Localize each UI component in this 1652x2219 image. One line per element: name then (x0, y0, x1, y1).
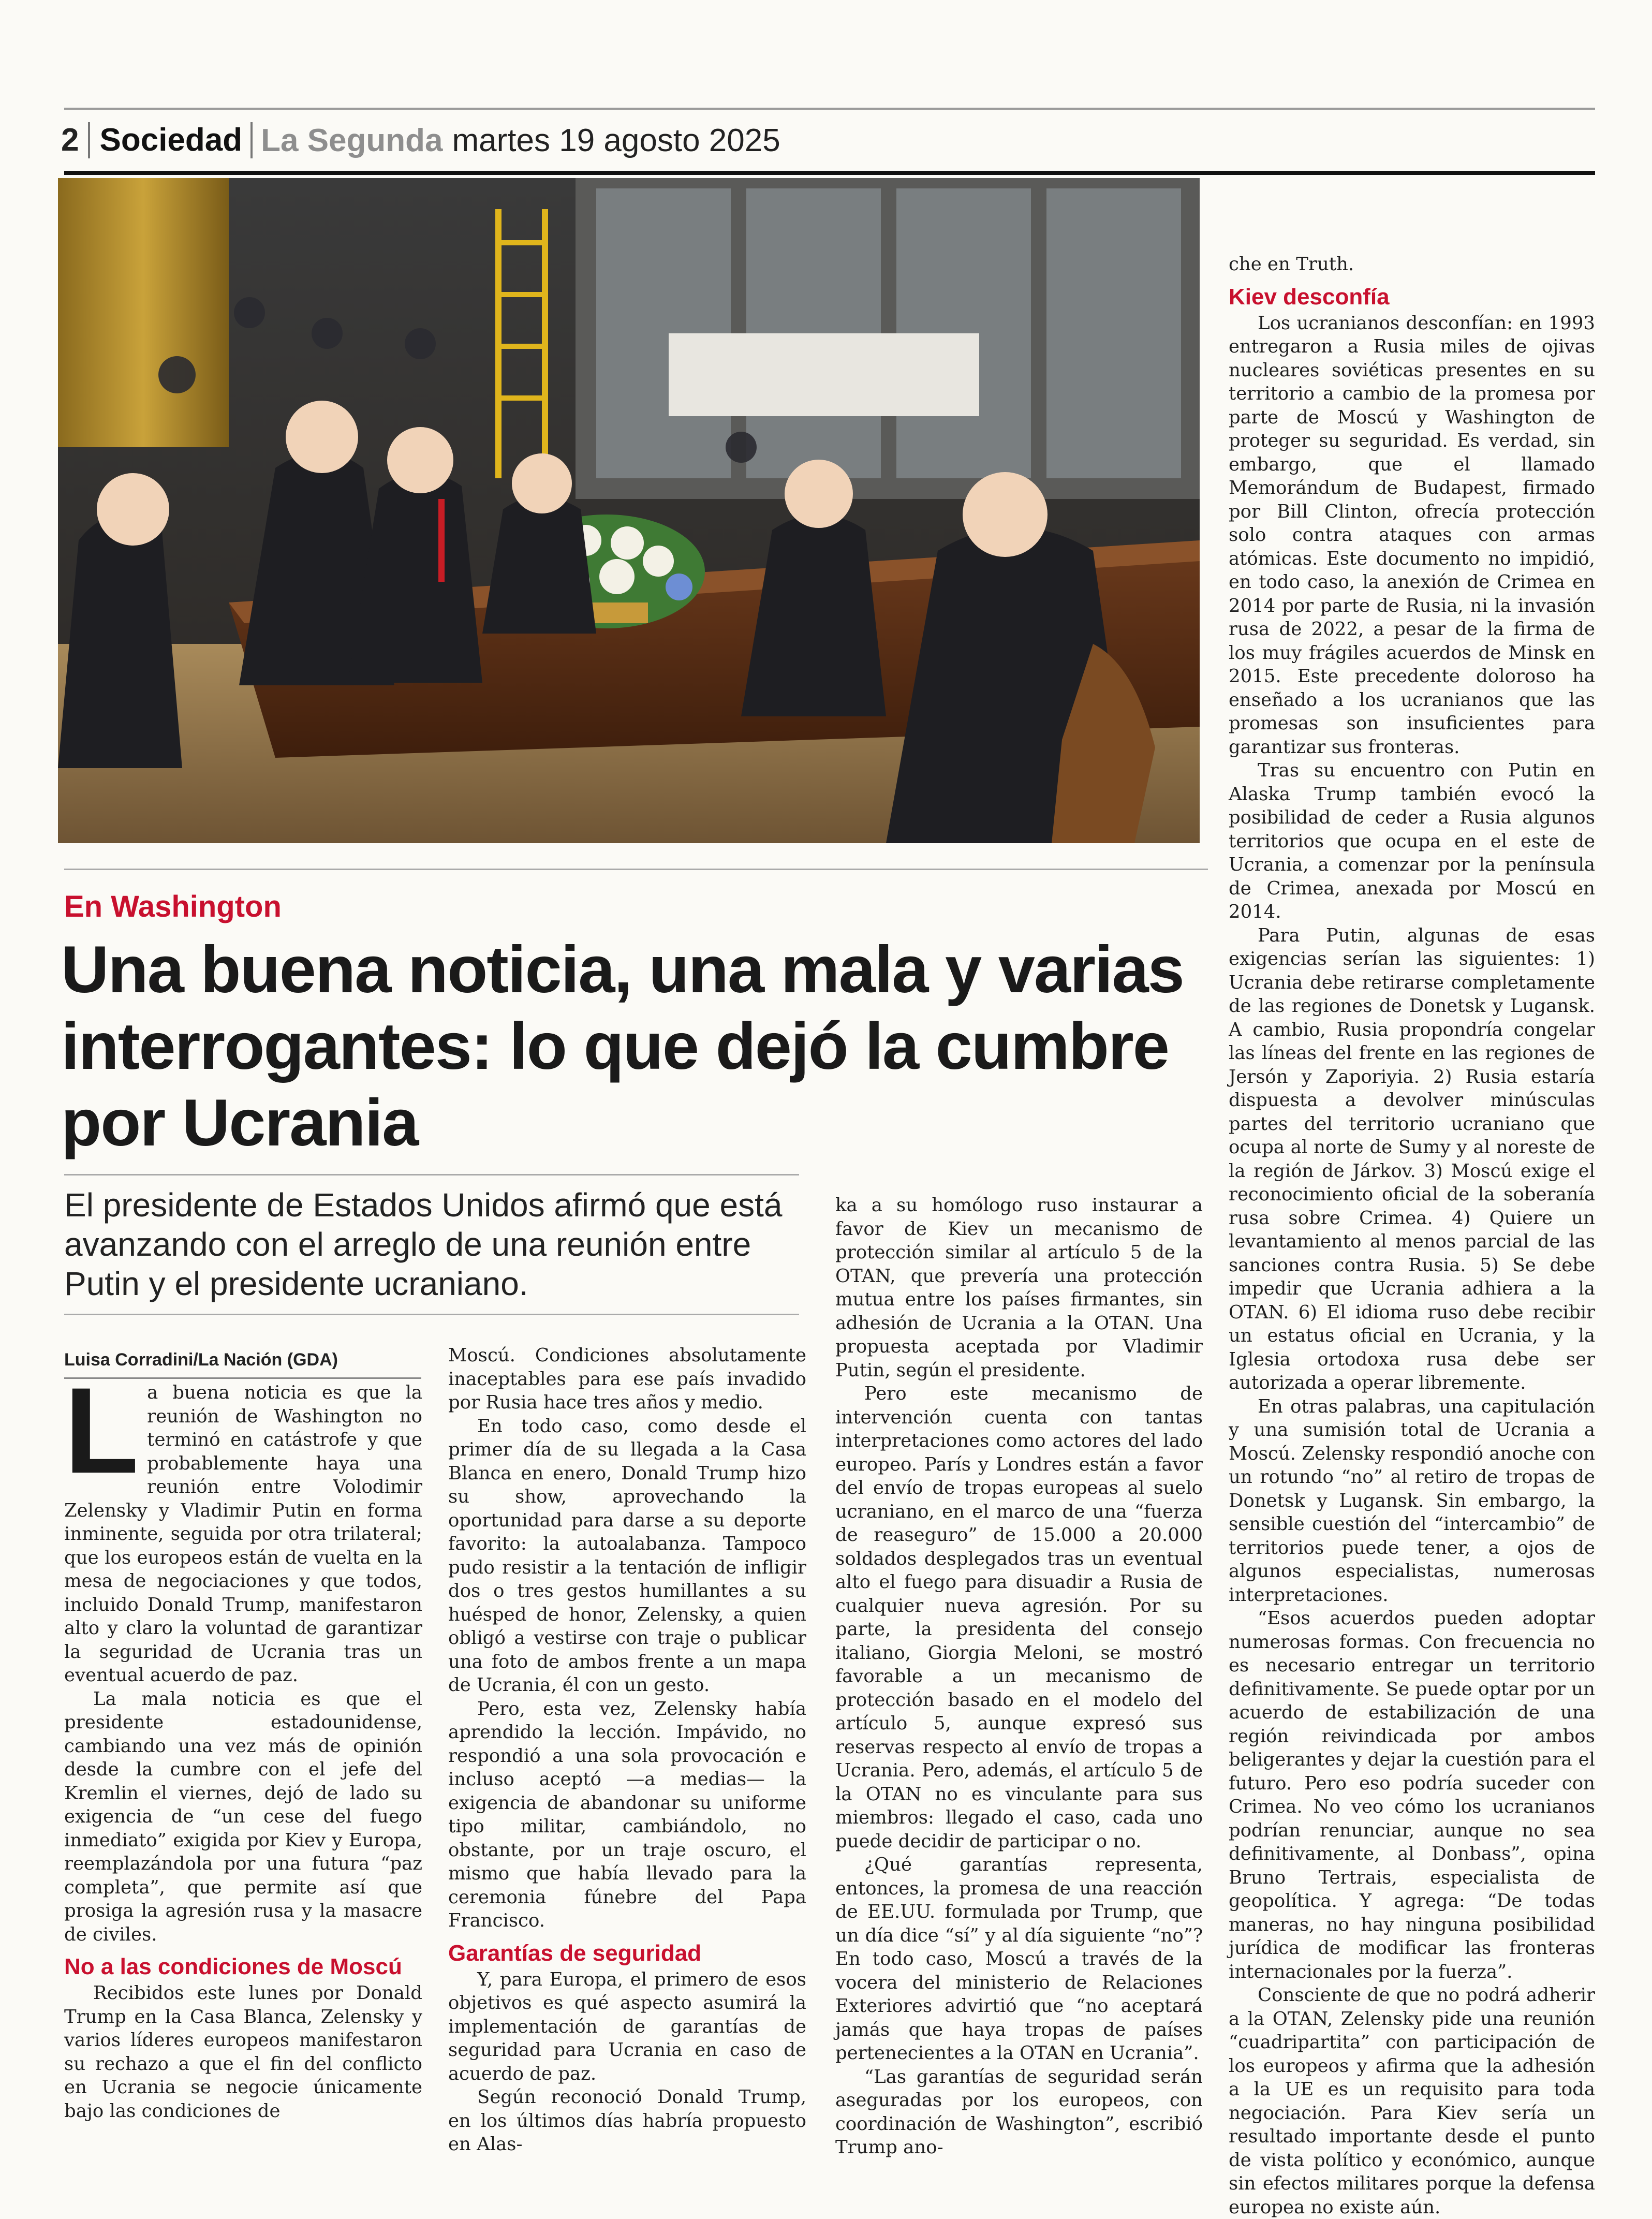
article-column-2 (448, 1344, 806, 2156)
column-paragraph: Consciente de que no podrá adherir a la OTAN, Zelensky pide una reunión “cuadripartita” con participación de los europeos y afirma que la adhesión a la UE es un requisito para toda negociación. Para Kiev sería un resultado importante desde el punto de vista político y económico, aunque sin efectos militares porque la defensa europea no existe aún. (1229, 1985, 1595, 2218)
article-headline: Una buena noticia, una mala y varias interrogantes: lo que dejó la cumbre por Ucrania (61, 933, 1184, 1160)
column-paragraph: Pero, esta vez, Zelensky había aprendido la lección. Impávido, no respondió a una sola provocación e incluso aceptó —a medias— la exigencia de abandonar su uniforme tipo militar, cambiándolo, no obstante, por un traje oscuro, el mismo que había llevado para la ceremonia fúnebre del Papa Francisco. (448, 1698, 806, 1931)
section-name: Sociedad (90, 122, 253, 158)
column-paragraph: “Las garantías de seguridad serán aseguradas por los europeos, con coordinación de Washington”, escribió Trump ano- (835, 2066, 1203, 2158)
column-paragraph: che en Truth. (1229, 254, 1354, 275)
article-column-4 (1229, 253, 1595, 2219)
column-paragraph: Pero este mecanismo de intervención cuenta con tantas interpretaciones como actores del lado europeo. París y Londres están a favor del envío de tropas europeas al suelo ucraniano, en el marco de una “fuerza de reaseguro” de 15.000 a 20.000 soldados desplegados tras un eventual alto el fuego para disuadir a Rusia de cualquier nueva agresión. Por su parte, la presidenta del consejo italiano, Giorgia Meloni, se mostró favorable a un mecanismo de protección basado en el modelo del artículo 5, aunque expresó sus reservas respecto al envío de tropas a Ucrania. Pero, además, el artículo 5 de la OTAN no es vinculante para sus miembros: llegado el caso, cada uno puede decidir de participar o no. (835, 1383, 1203, 1852)
masthead (61, 110, 1595, 171)
column-paragraph: Según reconoció Donald Trump, en los últimos días habría propuesto en Alas- (448, 2086, 806, 2155)
summit-photo (58, 178, 1200, 843)
column-paragraph: Recibidos este lunes por Donald Trump en la Casa Blanca, Zelensky y varios líderes europeos manifestaron su rechazo a que el fin del conflicto en Ucrania se negocie únicamente bajo las condiciones de (64, 1982, 422, 2122)
column-paragraph: ¿Qué garantías representa, entonces, la promesa de una reacción de EE.UU. formulada por Trump, que un día dice “sí” y al día siguiente “no”? En todo caso, Moscú a través de la vocera del ministerio de Relaciones Exteriores advirtió que “no aceptará jamás que haya tropas de países pertenecientes a la OTAN en Ucrania”. (835, 1854, 1203, 2064)
column-paragraph: Y, para Europa, el primero de esos objetivos es qué aspecto asumirá la implementación de garantías de seguridad para Ucrania en caso de acuerdo de paz. (448, 1968, 806, 2084)
column-paragraph: ka a su homólogo ruso instaurar a favor de Kiev un mecanismo de protección similar al artículo 5 de la OTAN, que prevería una protección mutua entre los países firmantes, sin adhesión de Ucrania a la OTAN. Una propuesta aceptada por Vladimir Putin, según el presidente. (835, 1195, 1203, 1381)
column-paragraph: En todo caso, como desde el primer día de su llegada a la Casa Blanca en enero, Donald Trump hizo su show, aprovechando la oportunidad para darse a su deporte favorito: la autoalabanza. Tampoco pudo resistir a la tentación de infligir dos o tres gestos humillantes a su huésped de honor, Zelensky, a quien obligó a vestirse con traje o publicar una foto de ambos frente a un mapa de Ucrania, él con un gesto. (448, 1415, 806, 1696)
drop-cap: L (64, 1362, 139, 1499)
column-paragraph: “Esos acuerdos pueden adoptar numerosas formas. Con frecuencia no es necesario entregar un territorio definitivamente. Se puede optar por un acuerdo de estabilización de una región reivindicada por ambos beligerantes y dejar la cuestión para el futuro. Pero eso podría suceder con Crimea. No veo cómo los ucranianos podrían renunciar, aunque no sea definitivamente, al Donbass”, opina Bruno Tertrais, especialista de geopolítica. Y agrega: “De todas maneras, no hay ninguna posibilidad jurídica de modificar las fronteras internacionales por la fuerza”. (1229, 1608, 1595, 1982)
page-number: 2 (61, 122, 90, 158)
photo-summit-meeting-icon (58, 178, 1200, 843)
deck-rule-bottom (64, 1314, 799, 1315)
column-paragraph: La mala noticia es que el presidente estadounidense, cambiando una vez más de opinión desde la cumbre con el jefe del Kremlin el viernes, dejó de lado su exigencia de “un cese del fuego inmediato” exigida por Kiev y Europa, reemplazándola por una futura “paz completa”, que permite así que prosiga la agresión rusa y la masacre de civiles. (64, 1688, 422, 1945)
subhead-kiev: Kiev desconfía (1229, 284, 1390, 310)
article-byline: Luisa Corradini/La Nación (GDA) (64, 1350, 421, 1379)
subhead-condiciones: No a las condiciones de Moscú (64, 1954, 402, 1979)
paragraph-text: a buena noticia es que la reunión de Washington no terminó en catástrofe y que probablemente haya una reunión entre Volodimir Zelensky y Vladimir Putin en forma inminente, seguida por otra trilateral; que los europeos están de vuelta en la mesa de negociaciones y que todos, incluido Donald Trump, manifestaron alto y claro la voluntad de garantizar la seguridad de Ucrania tras un eventual acuerdo de paz. (64, 1382, 422, 1686)
photo-rule (64, 869, 1208, 870)
article-column-1 (64, 1362, 422, 2123)
article-column-3 (835, 1194, 1203, 2159)
masthead-rule (64, 171, 1595, 175)
column-paragraph: Los ucranianos desconfían: en 1993 entregaron a Rusia miles de ojivas nucleares soviéticas presentes en su territorio a cambio de la promesa por parte de Moscú y Washington de proteger su seguridad. Es verdad, sin embargo, que el llamado Memorándum de Budapest, firmado por Bill Clinton, ofrecía protección solo contra ataques con armas atómicas. Este documento no impidió, en todo caso, la anexión de Crimea en 2014 por parte de Rusia, ni la invasión rusa de 2022, a pesar de la firma de los muy frágiles acuerdos de Minsk en 2015. Este precedente doloroso ha enseñado a los ucranianos que las promesas son insuficientes para garantizar sus fronteras. (1229, 312, 1595, 758)
article-deck: El presidente de Estados Unidos afirmó que está avanzando con el arreglo de una reunión entre Putin y el presidente ucraniano. (64, 1186, 783, 1302)
article-kicker: En Washington (64, 890, 282, 923)
issue-date: martes 19 agosto 2025 (452, 122, 780, 158)
column-paragraph: Para Putin, algunas de esas exigencias serían las siguientes: 1) Ucrania debe retirarse completamente de las regiones de Donetsk y Lugansk. A cambio, Rusia propondría congelar las líneas del frente en las regiones de Jersón y Zaporiyia. 2) Rusia estaría dispuesta a devolver minúsculas partes del territorio ucraniano que ocupa al norte de Sumy y al noreste de la región de Járkov. 3) Moscú exige el reconocimiento oficial de la soberanía rusa sobre Crimea. 4) Quiere un levantamiento al menos parcial de las sanciones contra Rusia. 5) Se debe impedir que Ucrania adhiera a la OTAN. 6) El idioma ruso debe recibir un estatus oficial en Ucrania, y la Iglesia ortodoxa rusa debe ser autorizada a operar libremente. (1229, 924, 1595, 1393)
column-paragraph: Moscú. Condiciones absolutamente inaceptables para ese país invadido por Rusia hace tres años y medio. (448, 1345, 806, 1413)
newspaper-brand: La Segunda (261, 122, 443, 158)
column-paragraph: Tras su encuentro con Putin en Alaska Trump también evocó la posibilidad de ceder a Rusia algunos territorios que ocupa en el este de Ucrania, a comenzar por la península de Crimea, anexada por Moscú en 2014. (1229, 760, 1595, 922)
column-paragraph (64, 1362, 422, 1687)
deck-rule-top (64, 1174, 799, 1175)
column-paragraph: En otras palabras, una capitulación y una sumisión total de Ucrania a Moscú. Zelensky respondió anoche con un rotundo “no” al retiro de tropas de Donetsk y Lugansk. Sin embargo, la sensible cuestión del “intercambio” de territorios puede tener, a ojos de algunos especialistas, numerosas interpretaciones. (1229, 1395, 1595, 1606)
subhead-garantias: Garantías de seguridad (448, 1940, 702, 1966)
